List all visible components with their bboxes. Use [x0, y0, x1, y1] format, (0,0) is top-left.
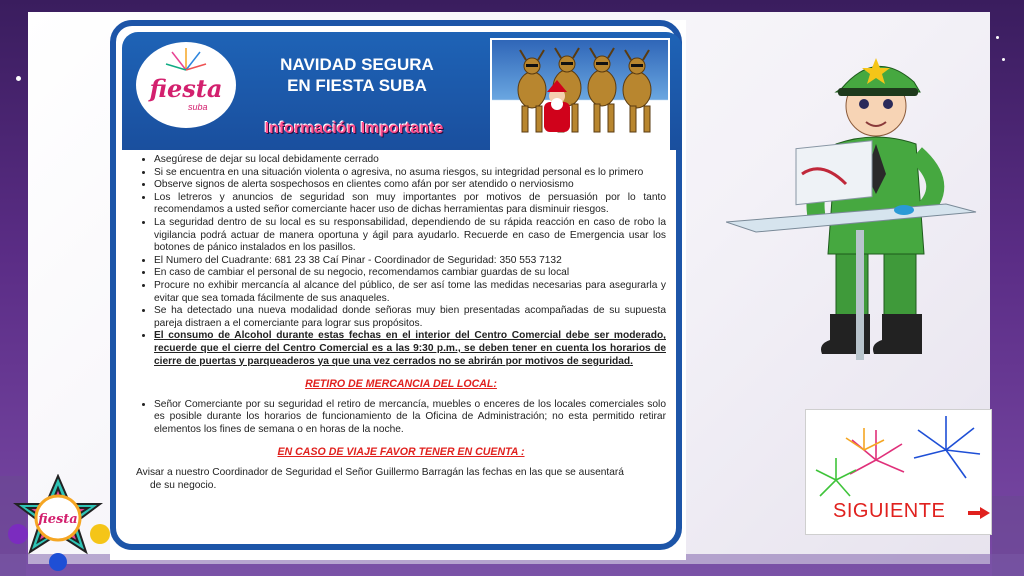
flyer [110, 20, 686, 560]
list-item: • Se ha detectado una nueva modalidad donde señoras muy bien presentadas acompañadas de su supuesta pareja distraen a el comerciante para lograr sus propósitos. [154, 305, 666, 330]
flyer-header [122, 32, 682, 150]
closing-line-2: de su negocio. [150, 479, 217, 491]
list-item: • Observe signos de alerta sospechosos en clientes como afán por ser atendido o nerviosismo [154, 179, 666, 192]
logo-subtext: suba [188, 102, 208, 112]
star-dot [1002, 58, 1005, 61]
next-button[interactable]: SIGUIENTE [833, 500, 946, 522]
list-item: • Asegúrese de dejar su local debidamente cerrado [154, 154, 666, 167]
star-dot [16, 76, 21, 81]
fireworks-icon [806, 410, 991, 510]
section-title-retiro: RETIRO DE MERCANCIA DEL LOCAL: [305, 378, 497, 391]
fiesta-suba-logo [136, 42, 236, 128]
logo-text: fiesta [149, 74, 223, 103]
title-line-2: EN FIESTA SUBA [287, 76, 427, 95]
fiesta-corner-logo [4, 474, 112, 574]
list-item: • Si se encuentra en una situación violenta o agresiva, no asuma riesgos, su integridad personal es lo primero [154, 167, 666, 180]
list-item: • En caso de cambiar el personal de su negocio, recomendamos cambiar guardas de su local [154, 267, 666, 280]
star-dot [996, 36, 999, 39]
flyer-body [136, 154, 666, 492]
police-officer-illustration [726, 44, 978, 374]
retiro-list [136, 399, 666, 437]
flyer-title [252, 54, 462, 96]
alcohol-warning-item: • El consumo de Alcohol durante estas fechas en el interior del Centro Comercial debe ser moderado, recuerde que el cierre del Centro Comercial es a las 9:30 p.m., se deben tener en cuenta los horarios de cierre de puertas y parqueaderos ya que una vez cerrados no se abrirán por motivos de seguridad. [154, 330, 666, 368]
reindeer-icon [492, 40, 668, 148]
list-item: • Señor Comerciante por su seguridad el retiro de mercancía, muebles o enceres de los locales comerciales solo es posible durante los horarios de funcionamiento de la Oficina de Administración; no esta permitido retirar elementos los fines de semana o en horas de la noche. [154, 399, 666, 437]
closing-text [136, 467, 666, 492]
list-item: • Procure no exhibir mercancía al alcance del público, de ser así tome las medidas necesarias para asegurarla y evitar que sea tomada fácilmente de sus anaqueles. [154, 280, 666, 305]
list-item: • El Numero del Cuadrante: 681 23 38 Caí Pinar - Coordinador de Seguridad: 350 553 7132 [154, 255, 666, 268]
info-title: Información Importante [264, 120, 444, 137]
bullet-list [136, 154, 666, 368]
list-item: • Los letreros y anuncios de seguridad son muy importantes por motivos de persuasión por lo tanto recomendamos a usted señor comerciante hacer uso de dichas herramientas para disminuir riesgos. [154, 192, 666, 217]
closing-line-1: Avisar a nuestro Coordinador de Seguridad el Señor Guillermo Barragán las fechas en las que se ausentará [136, 467, 624, 479]
reindeer-santa-illustration [490, 38, 670, 150]
list-item: • La seguridad dentro de su local es su responsabilidad, dependiendo de su rápida reacción en caso de robo la vigilancia podrá actuar de manera oportuna y ágil para ayudarlo. Recuerde en caso de Emergencia usar los botones de pánico instalados en los pasillos. [154, 217, 666, 255]
flyer-frame [110, 20, 682, 550]
corner-logo-text: fiesta [38, 512, 78, 527]
arrow-right-icon[interactable] [968, 507, 990, 519]
section-title-viaje: EN CASO DE VIAJE FAVOR TENER EN CUENTA : [277, 446, 525, 459]
title-line-1: NAVIDAD SEGURA [280, 55, 434, 74]
mouse-icon [894, 205, 914, 215]
